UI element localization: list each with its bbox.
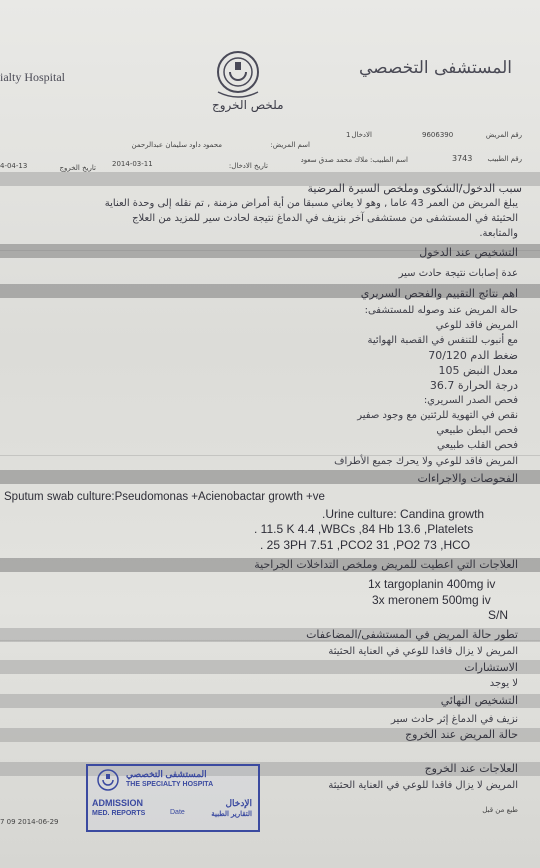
stamp-med-reports-ar: التقارير الطبية bbox=[211, 811, 252, 818]
labs-line-1: Sputum swab culture:Pseudomonas +Acienobactar growth +ve bbox=[4, 491, 325, 503]
treatment-line-2: 3x meronem 500mg iv bbox=[372, 593, 491, 607]
labs-title: الفحوصات والاجراءات bbox=[417, 472, 518, 485]
stamp-arabic-header: المستشفى التخصصي bbox=[126, 769, 207, 779]
stamp-date-label: Date bbox=[170, 809, 185, 816]
footer-print-info: 7 09 2014-06-29 bbox=[0, 818, 59, 826]
admission-date: 2014-03-11 bbox=[112, 160, 153, 168]
patient-number-label: رقم المريض bbox=[485, 131, 522, 139]
doctor-name: ملاك محمد صدق سعود bbox=[300, 156, 368, 164]
patient-name: محمود داود سليمان عبدالرحمن bbox=[131, 141, 222, 149]
stamp-english-header: THE SPECIALTY HOSPITA bbox=[126, 781, 214, 788]
exam-line-6: درجة الحرارة 36.7 bbox=[429, 379, 518, 392]
printed-by-label: طبع من قبل bbox=[482, 806, 518, 814]
history-title: سبب الدخول/الشكوى وملخص السيرة المرضية bbox=[307, 182, 522, 195]
history-line-3: والمتابعة. bbox=[479, 228, 518, 239]
doctor-name-label: اسم الطبيب: bbox=[370, 156, 408, 164]
labs-line-2: .Urine culture: Candina growth bbox=[322, 507, 485, 521]
exam-line-5: معدل النبض 105 bbox=[438, 364, 518, 377]
labs-line-4: . 25 3PH 7.51 ,PCO2 31 ,PO2 73 ,HCO bbox=[260, 538, 471, 552]
exam-line-1: حالة المريض عند وصوله للمستشفى: bbox=[364, 305, 518, 316]
exam-line-10: فحص القلب طبيعي bbox=[436, 440, 518, 451]
admission-date-label: تاريخ الادخال: bbox=[228, 162, 268, 170]
stamp-admission-ar: الإدخال bbox=[225, 798, 252, 808]
discharge-date: 4-04-13 bbox=[0, 162, 28, 170]
course-text: المريض لا يزال فاقدا للوعي في العناية الحثيثة bbox=[328, 646, 518, 657]
exam-title: اهم نتائج التقييم والفحص السريري bbox=[360, 287, 518, 300]
admission-number: 1 bbox=[346, 131, 351, 139]
section-band bbox=[0, 660, 540, 674]
hospital-name-arabic: المستشفى التخصصي bbox=[358, 58, 512, 78]
doctor-number-label: رقم الطبيب bbox=[487, 155, 522, 163]
hospital-name-english: ialty Hospital bbox=[0, 70, 65, 84]
exam-line-11: المريض فاقد للوعي ولا يحرك جميع الأطراف bbox=[334, 456, 518, 467]
treatment-line-3: S/N bbox=[488, 608, 509, 622]
exam-line-7: فحص الصدر السريري: bbox=[423, 395, 518, 406]
patient-number: 9606390 bbox=[422, 131, 454, 139]
stamp-med-reports-en: MED. REPORTS bbox=[92, 810, 146, 817]
consultations-title: الاستشارات bbox=[464, 661, 518, 674]
exam-line-8: نقص في التهوية للرئتين مع وجود صفير bbox=[357, 410, 518, 421]
labs-line-3: . 11.5 K 4.4 ,WBCs ,84 Hb 13.6 ,Platelets bbox=[254, 522, 474, 536]
consultations-text: لا يوجد bbox=[489, 678, 518, 689]
admission-label: الادخال bbox=[351, 131, 372, 139]
final-diagnosis-title: التشخيص النهائي bbox=[440, 694, 518, 707]
final-diagnosis-text: نزيف في الدماغ إثر حادث سير bbox=[391, 714, 518, 725]
history-line-1: يبلغ المريض من العمر 43 عاما , وهو لا يعاني مسبقا من أية أمراض مزمنة , تم نقله إلى وحدة العناية bbox=[104, 198, 518, 209]
patient-name-label: اسم المريض: bbox=[270, 141, 310, 149]
exam-line-3: مع أنبوب للتنفس في القصبة الهوائية bbox=[367, 335, 518, 346]
discharge-date-label: تاريخ الخروج bbox=[59, 164, 96, 172]
admission-diagnosis-text: عدة إصابات نتيجة حادث سير bbox=[398, 268, 518, 279]
history-line-2: الحثيثة في المستشفى من مستشفى آخر بنزيف في الدماغ نتيجة لحادث سير للمزيد من العلاج bbox=[132, 213, 518, 224]
admission-stamp bbox=[86, 764, 260, 832]
exam-line-9: فحص البطن طبيعي bbox=[436, 425, 518, 436]
stamp-admission-en: ADMISSION bbox=[92, 798, 144, 808]
discharge-treatment-text: المريض لا يزال فاقدا للوعي في العناية الحثيثة bbox=[328, 780, 518, 791]
stamp-logo-icon bbox=[96, 768, 120, 797]
treatment-title: العلاجات التي اعطيت للمريض وملخص التداخلات الجراحية bbox=[254, 558, 518, 571]
course-title: تطور حالة المريض في المستشفى/المضاعفات bbox=[306, 628, 518, 641]
admission-diagnosis-title: التشخيص عند الدخول bbox=[419, 246, 518, 259]
hospital-logo-icon bbox=[208, 48, 268, 104]
document-title: ملخص الخروج bbox=[212, 98, 284, 112]
doctor-number: 3743 bbox=[452, 154, 473, 163]
exam-line-4: ضغط الدم 70/120 bbox=[428, 349, 518, 362]
discharge-treatment-title: العلاجات عند الخروج bbox=[424, 762, 518, 775]
exam-line-2: المريض فاقد للوعي bbox=[435, 320, 518, 331]
discharge-status-title: حالة المريض عند الخروج bbox=[405, 728, 518, 741]
treatment-line-1: 1x targoplanin 400mg iv bbox=[368, 577, 496, 591]
